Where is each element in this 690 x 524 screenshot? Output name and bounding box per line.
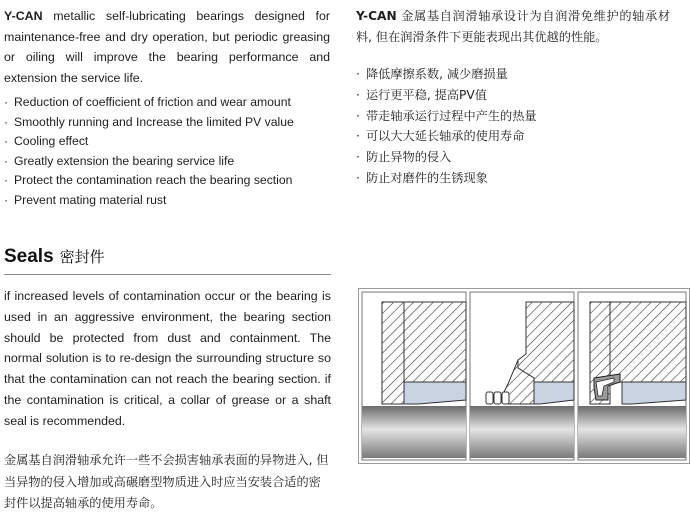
- list-item: · 防止对磨件的生锈现象: [356, 170, 488, 185]
- list-item: · Greatly extension the bearing service life: [4, 153, 235, 168]
- section-heading-seals: [4, 246, 105, 268]
- list-item: · 带走轴承运行过程中产生的热量: [356, 108, 537, 123]
- seal-diagram: [358, 288, 690, 464]
- list-item: · 防止异物的侵入: [356, 150, 452, 165]
- list-item: · 运行更平稳, 提高PV值: [356, 87, 487, 102]
- seal-panel-plain: [362, 292, 466, 460]
- seals-paragraph-cn: 金属基自润滑轴承允许一些不会损害轴承表面的异物进入, 但当异物的侵入增加或高碾磨型物质进入时应当安装合适的密封件以提高轴承的使用寿命。: [4, 453, 329, 510]
- list-item: · Cooling effect: [4, 134, 89, 149]
- seals-title: Seals: [4, 246, 54, 267]
- benefits-list-en: [4, 93, 334, 211]
- seals-title-cn: 密封件: [59, 248, 105, 266]
- seal-panel-grease-collar: [470, 292, 574, 460]
- list-item: · Reduction of coefficient of friction and wear amount: [4, 95, 291, 109]
- section-divider: [4, 274, 331, 275]
- intro-paragraph-en: [4, 6, 330, 88]
- brand-name-cn: Y-CAN: [356, 9, 397, 23]
- brand-name: Y-CAN: [4, 9, 43, 23]
- list-item: · Smoothly running and Increase the limited PV value: [4, 114, 294, 129]
- intro-paragraph-cn: [356, 6, 670, 48]
- seal-panel-shaft-seal: [578, 292, 686, 460]
- list-item: · Protect the contamination reach the bearing section: [4, 173, 293, 188]
- list-item: · Prevent mating material rust: [4, 192, 167, 207]
- list-item: · 可以大大延长轴承的使用寿命: [356, 129, 525, 144]
- list-item: · 降低摩擦系数, 减少磨损量: [356, 67, 508, 81]
- seals-paragraph-en: if increased levels of contamination occur or the bearing is used in an aggressive environment, the bearing section should be protected from dust and containment. The normal solution is to re-design the surrounding structure so that the contamination can not reach the bearing section. if the contamination is critical, a collar of grease or a shaft seal is recommended.: [4, 289, 331, 428]
- intro-text-en: metallic self-lubricating bearings designed for maintenance-free and dry operation, but periodic greasing or oiling will improve the bearing performance and extension the service life.: [4, 9, 330, 85]
- benefits-list-cn: [356, 64, 676, 189]
- intro-text-cn: 金属基自润滑轴承设计为自润滑免维护的轴承材料, 但在润滑条件下更能表现出其优越的性能。: [356, 9, 671, 44]
